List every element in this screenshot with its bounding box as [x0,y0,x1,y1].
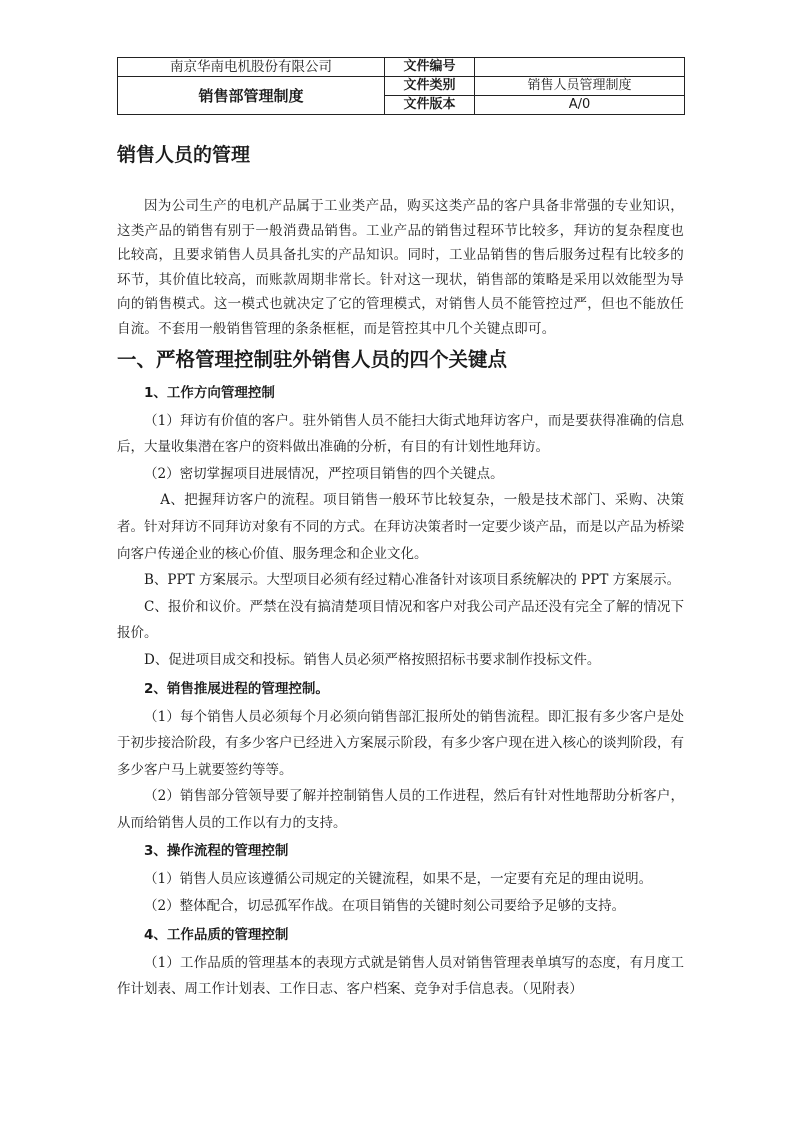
doc-version-value: A/0 [475,96,685,115]
s1-item-c: C、报价和议价。严禁在没有搞清楚项目情况和客户对我公司产品还没有完全了解的情况下报价。 [117,598,684,642]
doc-category-label: 文件类别 [385,77,475,96]
s1-heading: 1、工作方向管理控制 [144,384,275,401]
s4-heading: 4、工作品质的管理控制 [144,926,289,943]
s1-item-2: （2）密切掌握项目进展情况，严控项目销售的四个关键点。 [144,465,504,482]
company-name: 南京华南电机股份有限公司 [118,58,385,77]
s1-item-a: A、把握拜访客户的流程。项目销售一般环节比较复杂，一般是技术部门、采购、决策者。针对拜访不同拜访对象有不同的方式。在拜访决策者时一定要少谈产品，而是以产品为桥梁向客户传递企业的核心价值、服务理念和企业文化。 [117,492,684,562]
s1-item-1: （1）拜访有价值的客户。驻外销售人员不能扫大街式地拜访客户，而是要获得准确的信息后，大量收集潜在客户的资料做出准确的分析，有目的有计划性地拜访。 [117,412,684,456]
s2-item-2: （2）销售部分管领导要了解并控制销售人员的工作进程，然后有针对性地帮助分析客户，从而给销售人员的工作以有力的支持。 [117,788,684,831]
intro-paragraph: 因为公司生产的电机产品属于工业类产品，购买这类产品的客户具备非常强的专业知识，这类产品的销售有别于一般消费品销售。工业产品的销售过程环节比较多，拜访的复杂程度也比较高，且要求销售人员具备扎实的产品知识。同时，工业品销售的售后服务过程有比较多的环节，其价值比较高，而账款周期非常长。针对这一现状，销售部的策略是采用以效能型为导向的销售模式。这一模式也就决定了它的管理模式，对销售人员不能管控过严，但也不能放任自流。不套用一般销售管理的条条框框，而是管控其中几个关键点即可。 [117,198,684,337]
document-header-table [117,57,685,115]
s1-item-b: B、PPT 方案展示。大型项目必须有经过精心准备针对该项目系统解决的 PPT 方案展示。 [144,572,681,589]
section-title: 销售人员的管理 [117,144,251,166]
header-row-2 [118,77,685,96]
s3-heading: 3、操作流程的管理控制 [144,843,289,860]
doc-title: 销售部管理制度 [118,77,385,115]
s1-item-d: D、促进项目成交和投标。销售人员必须严格按照招标书要求制作投标文件。 [144,651,601,668]
part1-heading: 一、严格管理控制驻外销售人员的四个关键点 [117,347,508,371]
doc-number-label: 文件编号 [385,58,475,77]
doc-category-value: 销售人员管理制度 [475,77,685,96]
document-body [117,140,684,1003]
doc-number-value [475,58,685,77]
s4-item-1: （1）工作品质的管理基本的表现方式就是销售人员对销售管理表单填写的态度，有月度工作计划表、周工作计划表、工作日志、客户档案、竞争对手信息表。（见附表） [117,954,684,998]
s3-item-1: （1）销售人员应该遵循公司规定的关键流程，如果不是，一定要有充足的理由说明。 [144,871,653,888]
s2-heading: 2、销售推展进程的管理控制。 [144,680,329,697]
header-row-1 [118,58,685,77]
doc-version-label: 文件版本 [385,96,475,115]
s2-item-1: （1）每个销售人员必须每个月必须向销售部汇报所处的销售流程。即汇报有多少客户是处于初步接洽阶段，有多少客户已经进入方案展示阶段，有多少客户现在进入核心的谈判阶段，有多少客户马上就要签约等等。 [117,708,684,778]
s3-item-2: （2）整体配合，切忌孤军作战。在项目销售的关键时刻公司要给予足够的支持。 [144,898,626,915]
